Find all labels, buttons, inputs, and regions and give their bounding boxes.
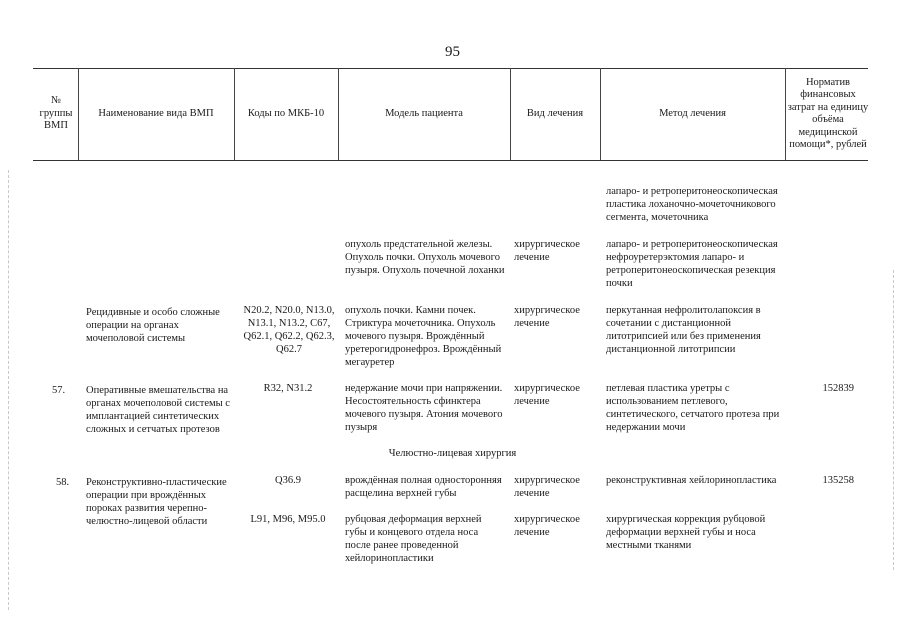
column-divider (785, 68, 786, 160)
header-top-rule (33, 68, 868, 69)
row3-method: перкутанная нефролитолапоксия в сочетании с дистанционной литотрипсией или без применения дистанционной литотрипсии (606, 305, 761, 355)
row58b-treatment: хирургическое лечение (514, 514, 580, 538)
header-method-text: Метод лечения (659, 107, 726, 119)
header-codes-text: Коды по МКБ-10 (247, 107, 325, 119)
header-model-text: Модель пациента (385, 107, 463, 119)
row58-treatment: хирургическое лечение (514, 475, 580, 499)
header-group-text: № группы ВМП (39, 95, 73, 132)
column-divider (510, 68, 511, 160)
row57-treatment: хирургическое лечение (514, 383, 580, 407)
row57-norm: 152839 (822, 383, 854, 394)
row58-codes: Q36.9 (275, 475, 301, 486)
row2-treatment: хирургическое лечение (514, 239, 580, 263)
page-edge-right (893, 270, 894, 570)
column-divider (78, 68, 79, 160)
header-name (80, 70, 232, 158)
row57-method: петлевая пластика уретры с использованием петлевого, синтетического, сетчатого протеза при недержании мочи (606, 383, 780, 433)
row58-number: 58. (56, 477, 70, 488)
row57-model: недержание мочи при напряжении. Несостоятельность сфинктера мочевого пузыря. Атония мочевого пузыря (345, 383, 503, 433)
header-norm-text: Норматив финансовых затрат на единицу объёма медицинской помощи*, рублей (787, 76, 869, 150)
column-divider (338, 68, 339, 160)
row58-method: реконструктивная хейлоринопластика (606, 475, 777, 486)
row58-name: Реконструктивно-пластические операции при врождённых пороках развития черепно-челюстно-лицевой области (86, 477, 227, 527)
row1-method: лапаро- и ретроперитонеоскопическая пластика лоханочно-мочеточникового сегмента, мочеточника (606, 186, 778, 223)
header-codes (236, 70, 336, 158)
row3-name: Рецидивные и особо сложные операции на органах мочеполовой системы (86, 307, 220, 344)
row3-treatment: хирургическое лечение (514, 305, 580, 329)
row57-name: Оперативные вмешательства на органах мочеполовой системы с имплантацией синтетических сложных и сетчатых протезов (86, 385, 230, 435)
header-treatment-type (512, 70, 598, 158)
column-divider (234, 68, 235, 160)
header-treatment-text: Вид лечения (526, 107, 584, 119)
row58-norm: 135258 (822, 475, 854, 486)
header-method (602, 70, 783, 158)
column-divider (600, 68, 601, 160)
row57-codes: R32, N31.2 (263, 383, 313, 394)
row58b-method: хирургическая коррекция рубцовой деформации верхней губы и носа местными тканями (606, 514, 766, 551)
row57-number: 57. (52, 385, 66, 396)
header-norm (787, 70, 869, 158)
row3-codes: N20.2, N20.0, N13.0, N13.1, N13.2, C67, Q62.1, Q62.2, Q62.3, Q62.7 (243, 305, 335, 355)
page-edge-left (8, 170, 9, 610)
row3-model: опухоль почки. Камни почек. Стриктура мочеточника. Опухоль мочевого пузыря. Врождённый уретерогидронефроз. Врождённый мегауретер (345, 305, 502, 368)
header-model (340, 70, 508, 158)
row58b-codes: L91, M96, M95.0 (250, 514, 326, 525)
header-group (36, 70, 76, 158)
page-number: 95 (445, 44, 460, 60)
section-title: Челюстно-лицевая хирургия (388, 448, 517, 459)
row2-method: лапаро- и ретроперитонеоскопическая нефроуретерэктомия лапаро- и ретроперитонеоскопическая резекция почки (606, 239, 778, 289)
header-name-text: Наименование вида ВМП (98, 107, 214, 119)
row58-model: врождённая полная односторонняя расщелина верхней губы (345, 475, 502, 499)
row2-model: опухоль предстательной железы. Опухоль почки. Опухоль мочевого пузыря. Опухоль почечной лоханки (345, 239, 505, 276)
row58b-model: рубцовая деформация верхней губы и концевого отдела носа после ранее проведенной хейлоринопластики (345, 514, 482, 564)
header-bottom-rule (33, 160, 868, 161)
